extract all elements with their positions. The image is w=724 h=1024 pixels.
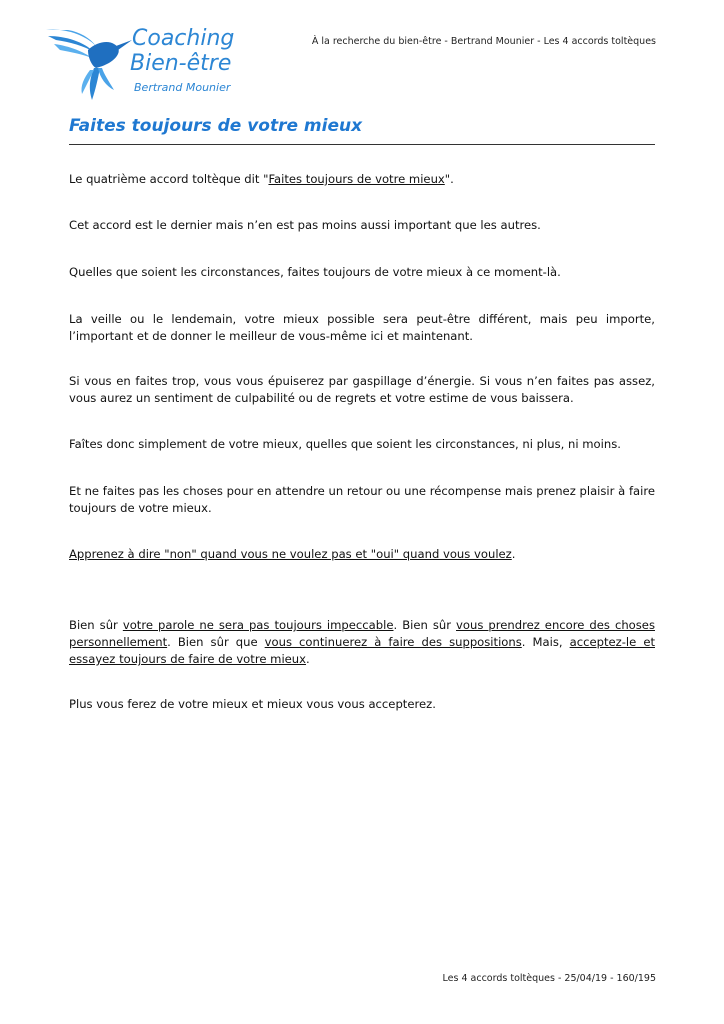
logo xyxy=(44,24,244,104)
logo-text-coaching: Coaching xyxy=(132,26,235,51)
paragraph-7: Et ne faites pas les choses pour en attendre un retour ou une récompense mais prenez plaisir à faire toujours de votre mieux. xyxy=(69,484,655,515)
link-prendre-personnellement[interactable]: vous prendrez encore des choses personnellement xyxy=(69,618,655,649)
link-dire-non-oui[interactable]: Apprenez à dire "non" quand vous ne voulez pas et "oui" quand vous voulez xyxy=(69,547,512,561)
title-divider xyxy=(69,144,655,145)
page-footer: Les 4 accords toltèques - 25/04/19 - 160/195 xyxy=(442,973,656,984)
link-faites-de-votre-mieux[interactable]: Faites toujours de votre mieux xyxy=(268,172,445,186)
paragraph-9: Bien sûr votre parole ne sera pas toujours impeccable. Bien sûr vous prendrez encore des choses personnellement. Bien sûr que vous continuerez à faire des suppositions. Mais, acceptez-le et essayez toujours de faire de votre mieux. xyxy=(69,618,655,666)
link-parole-impeccable[interactable]: votre parole ne sera pas toujours impeccable xyxy=(122,618,394,632)
paragraph-8: Apprenez à dire "non" quand vous ne voulez pas et "oui" quand vous voulez. xyxy=(69,547,516,561)
paragraph-10: Plus vous ferez de votre mieux et mieux vous vous accepterez. xyxy=(69,697,436,711)
page-header: À la recherche du bien-être - Bertrand Mounier - Les 4 accords toltèques xyxy=(311,36,656,47)
page-title: Faites toujours de votre mieux xyxy=(69,116,363,136)
paragraph-4: La veille ou le lendemain, votre mieux possible sera peut-être différent, mais peu importe, l’important et de donner le meilleur de vous-même ici et maintenant. xyxy=(69,312,655,343)
paragraph-1: Le quatrième accord toltèque dit "Faites toujours de votre mieux". xyxy=(69,172,454,186)
hummingbird-icon xyxy=(44,24,134,104)
paragraph-3: Quelles que soient les circonstances, faites toujours de votre mieux à ce moment-là. xyxy=(69,265,561,279)
logo-text-bien-etre: Bien-être xyxy=(130,51,232,76)
logo-author: Bertrand Mounier xyxy=(134,81,231,94)
paragraph-6: Faîtes donc simplement de votre mieux, quelles que soient les circonstances, ni plus, ni moins. xyxy=(69,437,621,451)
paragraph-2: Cet accord est le dernier mais n’en est pas moins aussi important que les autres. xyxy=(69,218,541,232)
paragraph-5: Si vous en faites trop, vous vous épuiserez par gaspillage d’énergie. Si vous n’en faites pas assez, vous aurez un sentiment de culpabilité ou de regrets et votre estime de vous baissera. xyxy=(69,374,655,405)
link-acceptez-le[interactable]: acceptez-le et essayez toujours de faire de votre mieux xyxy=(69,635,655,666)
link-suppositions[interactable]: vous continuerez à faire des suppositions xyxy=(264,635,522,649)
